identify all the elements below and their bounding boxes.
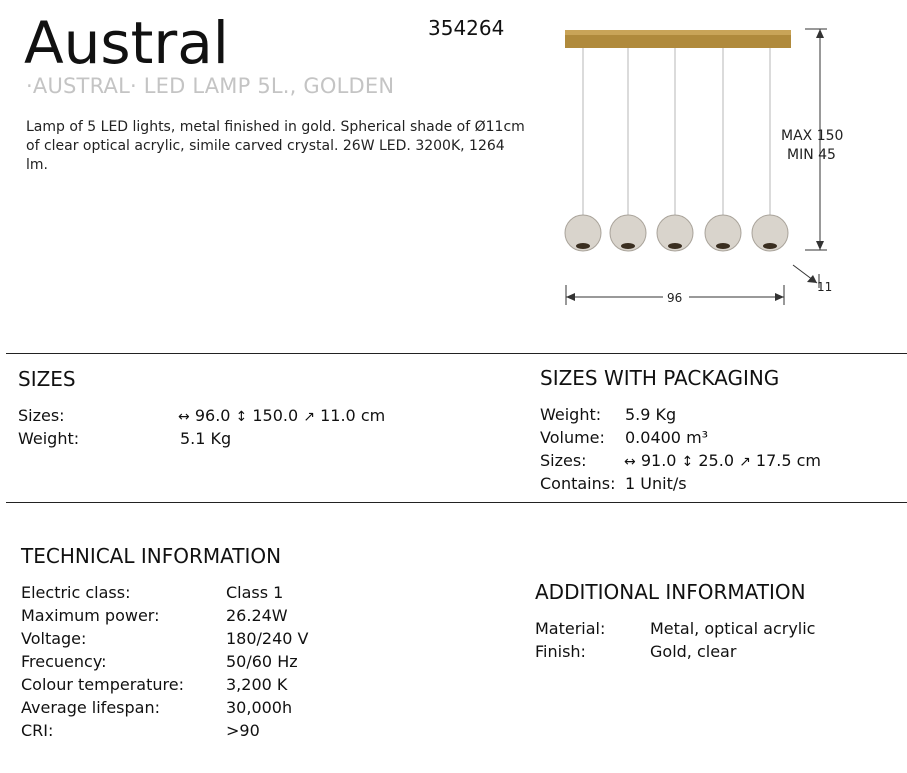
pkg-depth-arrow-icon: ↗ xyxy=(739,454,751,470)
shade-4 xyxy=(705,48,741,251)
sizes-label: Sizes: xyxy=(18,406,65,425)
pkg-contains-value: 1 Unit/s xyxy=(625,474,687,493)
shade-3 xyxy=(657,48,693,251)
pkg-weight-label: Weight: xyxy=(540,405,602,424)
product-code: 354264 xyxy=(428,16,505,40)
pkg-volume-value: 0.0400 m³ xyxy=(625,428,709,447)
height-arrow-icon: ↕ xyxy=(235,409,248,425)
shade-5 xyxy=(752,48,788,251)
pkg-weight-value: 5.9 Kg xyxy=(625,405,677,424)
pkg-width-arrow-icon: ↔ xyxy=(624,454,636,470)
technical-heading: TECHNICAL INFORMATION xyxy=(21,544,282,568)
product-name: Austral xyxy=(24,9,229,77)
weight-label: Weight: xyxy=(18,429,80,448)
pkg-contains-label: Contains: xyxy=(540,474,616,493)
pkg-height-arrow-icon: ↕ xyxy=(681,454,694,470)
divider-bottom xyxy=(6,502,907,503)
depth-dimension xyxy=(793,265,819,288)
shade-1 xyxy=(565,48,601,251)
product-description: Lamp of 5 LED lights, metal finished in gold. Spherical shade of Ø11cm of clear optical acrylic, simile carved crystal. 26W LED. 3200K, 1264 lm. xyxy=(26,119,525,173)
weight-value: 5.1 Kg xyxy=(180,429,232,448)
width-label: 96 xyxy=(667,291,683,305)
size-height: 150.0 xyxy=(252,406,299,425)
product-subtitle: ·AUSTRAL· LED LAMP 5L., GOLDEN xyxy=(26,74,395,98)
depth-label: 11 xyxy=(817,280,833,294)
pkg-volume-label: Volume: xyxy=(540,428,605,447)
height-label-min: MIN 45 xyxy=(787,147,836,163)
size-width: 96.0 xyxy=(194,406,231,425)
depth-arrow-icon: ↗ xyxy=(303,409,316,425)
pkg-sizes-label: Sizes: xyxy=(540,451,587,470)
height-label-max: MAX 150 xyxy=(781,128,844,144)
pkg-size-height: 25.0 xyxy=(698,451,734,470)
lamp-shades xyxy=(565,48,788,251)
additional-heading: ADDITIONAL INFORMATION xyxy=(535,580,806,604)
lamp-drawing xyxy=(555,20,865,315)
pkg-size-depth: 17.5 cm xyxy=(755,451,822,470)
pkg-size-width: 91.0 xyxy=(640,451,677,470)
divider-top xyxy=(6,353,907,354)
width-arrow-icon: ↔ xyxy=(178,409,190,425)
sizes-heading: SIZES xyxy=(18,367,76,391)
packaging-heading: SIZES WITH PACKAGING xyxy=(540,366,780,390)
shade-2 xyxy=(610,48,646,251)
size-depth: 11.0 cm xyxy=(320,406,386,425)
